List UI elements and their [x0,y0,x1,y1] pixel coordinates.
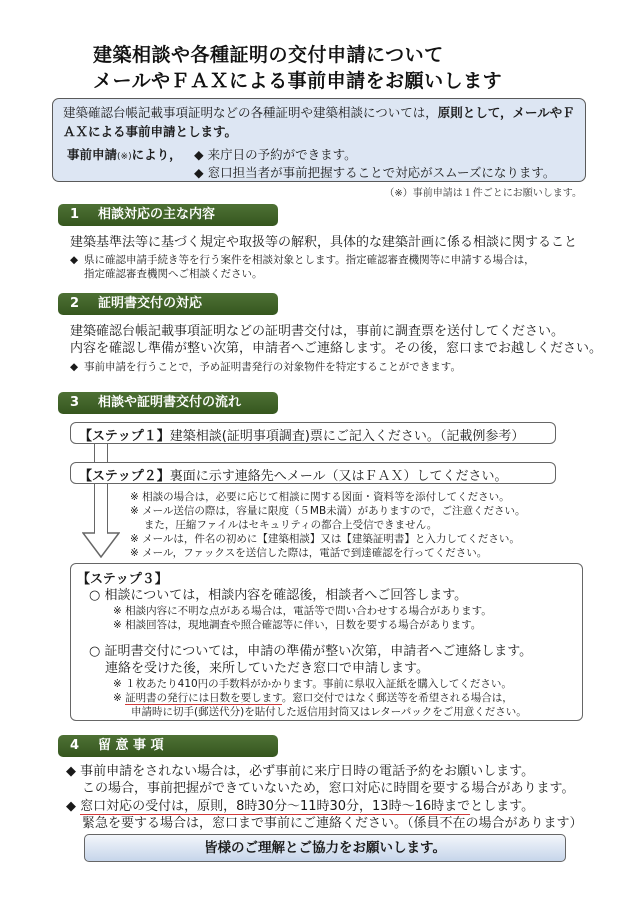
section-heading: 証明書交付の対応 [98,296,203,311]
page-title-line1: 建築相談や各種証明の交付申請について [93,44,444,66]
step-3-item-1: ○ 相談については，相談内容を確認後，相談者へご回答します。 [89,588,468,603]
step-1-content [79,425,524,444]
intro-paragraph [63,103,583,141]
diamond-bullet-icon: ◆ [70,361,79,373]
step-2-box [70,462,556,484]
diamond-bullet-icon: ◆ [70,254,79,266]
note-prefix: ※ [113,692,126,704]
intro-bullet-1: ◆ 来庁日の予約ができます。 [194,147,357,162]
section-1-body: 建築基準法等に基づく規定や取扱等の解釈，具体的な建築計画に係る相談に関すること [70,235,578,250]
flow-connector [94,442,108,462]
step-2-note-2: ※ メール送信の際は，容量に限度（５MB未満）がありますので，ご注意ください。 [130,505,526,517]
note-line: 事前申請を行うことで，予め証明書発行の対象物件を特定することができます。 [84,361,461,373]
underlined-hours: 窓口対応の受付は，原則，8時30分～11時30分，13時～16時まで [80,799,471,814]
note-line: 県に確認申請手続き等を行う案件を相談対象とします。指定確認審査機関等に申請する場合は， [84,254,535,266]
intro-text: 建築確認台帳記載事項証明などの各種証明や建築相談については， [63,105,438,120]
notice-1-line-2: この場合，事前把握ができていないため，窓口対応に時間を要する場合があります。 [82,781,575,796]
section-2-note [70,359,461,374]
step-3-item-2-note-1: ※ １枚あたり410円の手数料がかかります。事前に県収入証紙を購入してください。 [113,678,512,690]
section-1-header [58,204,278,226]
step-1-label: 【ステップ１】 [79,429,170,444]
step-3-item-2-note-2 [113,690,513,705]
step-3-box [70,563,583,721]
lead-text: 事前申請 [67,147,118,162]
lead-note: (※) [117,152,132,162]
step-3-item-1-note-2: ※ 相談回答は，現地調査や照合確認等に伴い，日数を要する場合があります。 [113,619,482,631]
section-1-note [70,252,535,267]
intro-bullet-2: ◆ 窓口担当者が事前把握することで対応がスムーズになります。 [194,165,556,180]
step-2-note-5: ※ メール，ファックスを送信した際は，電話で到達確認を行ってください。 [130,547,488,559]
step-3-item-2-note-3: 申請時に切手(郵送代分)を貼付した返信用封筒又はレターパックをご用意ください。 [131,706,527,718]
section-2-body-1: 建築確認台帳記載事項証明などの証明書交付は，事前に調査票を送付してください。 [70,324,565,339]
section-4-header [58,735,278,757]
step-2-note-3: また，圧縮ファイルはセキュリティの都合上受信できません。 [130,519,438,531]
step-2-note-1: ※ 相談の場合は，必要に応じて相談に関する図面・資料等を添付してください。 [130,491,510,503]
section-heading: 留 意 事 項 [98,738,164,753]
underlined-emphasis: 証明書の発行には日数を要します [125,692,282,704]
step-3-item-1-note-1: ※ 相談内容に不明な点がある場合は，電話等で問い合わせする場合があります。 [113,605,492,617]
section-2-body-2: 内容を確認し準備が整い次第，申請者へご連絡します。その後，窓口までお越しください。 [70,341,602,356]
intro-text-bold: 原則として，メールやＦＡＸによる事前申請とします。 [63,105,575,139]
section-number: 3 [70,395,80,410]
section-number: 1 [70,207,80,222]
notice-1-line-1: ◆ 事前申請をされない場合は，必ず事前に来庁日時の電話予約をお願いします。 [66,764,535,779]
section-heading: 相談対応の主な内容 [98,207,216,222]
step-3-item-2-line-1: ○ 証明書交付については，申請の準備が整い次第，申請者へご連絡します。 [89,644,533,659]
section-2-header [58,293,278,315]
step-1-text: 建築相談(証明事項調査)票にご記入ください。（記載例参考） [169,429,525,444]
section-heading: 相談や証明書交付の流れ [98,395,242,410]
closing-banner: 皆様のご理解とご協力をお願いします。 [84,834,566,862]
section-number: 4 [70,738,80,753]
lead-suffix: により， [131,147,182,162]
flow-arrow-shaft [94,482,108,534]
notice-2-line-2: 緊急を要する場合は，窓口まで事前にご連絡ください。（係員不在の場合があります） [82,816,583,831]
notice-prefix: ◆ [66,799,81,814]
intro-footnote: （※）事前申請は１件ごとにお願いします。 [384,188,582,199]
notice-rest: とします。 [470,799,535,814]
step-1-box [70,422,556,444]
section-number: 2 [70,296,80,311]
step-3-item-2-line-2: 連絡を受けた後，来所していただき窓口で申請します。 [105,661,429,676]
section-1-note-line2: 指定確認審査機関へご相談ください。 [84,268,263,280]
intro-box [52,98,586,182]
note-rest: 。窓口交付ではなく郵送等を希望される場合は， [281,692,513,704]
step-3-label: 【ステップ３】 [77,572,168,587]
step-2-label: 【ステップ２】 [79,469,170,484]
step-2-text: 裏面に示す連絡先へメール（又はＦＡＸ）してください。 [169,469,508,484]
intro-lead [67,145,182,163]
arrow-down-icon [82,532,120,558]
section-3-header [58,392,278,414]
step-2-content [79,465,508,484]
step-2-note-4: ※ メールは，件名の初めに【建築相談】又は【建築証明書】と入力してください。 [130,533,520,545]
page-title-line2: メールやＦＡＸによる事前申請をお願いします [93,70,503,92]
